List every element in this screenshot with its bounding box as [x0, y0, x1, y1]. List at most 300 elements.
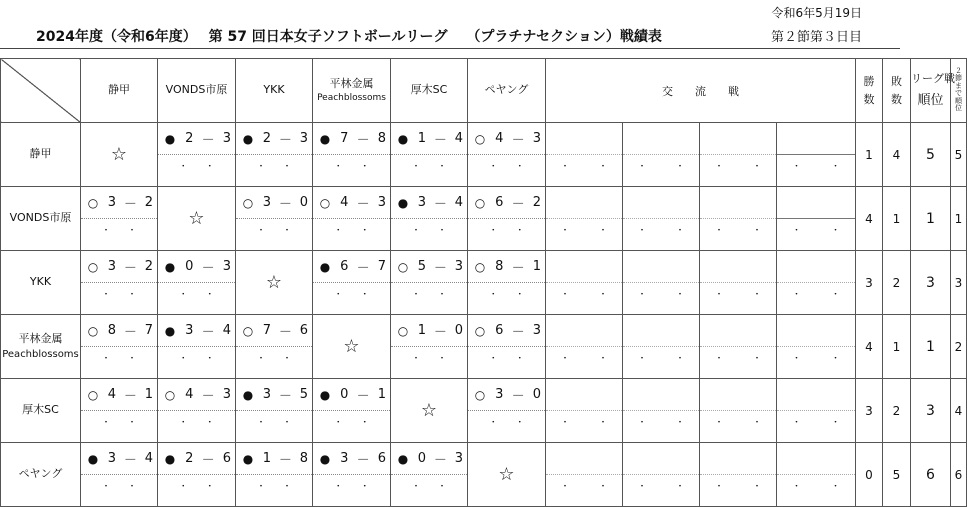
placeholder-dots: ・ ・: [178, 162, 215, 172]
score-dash: －: [511, 261, 525, 276]
score-against: 3: [532, 131, 541, 146]
table-row: [1, 187, 967, 251]
score-against: 6: [222, 451, 231, 466]
score-dash: －: [278, 325, 292, 340]
score-for: 1: [417, 131, 427, 146]
score-cell: [236, 443, 313, 507]
score-cell: [313, 379, 391, 443]
cell-divider: [777, 474, 855, 475]
score-for: 3: [262, 387, 272, 402]
score-dash: －: [356, 133, 370, 148]
score-cell: [391, 443, 468, 507]
wins-count: 4: [856, 315, 883, 379]
score-dash: －: [278, 133, 292, 148]
cell-divider: [700, 410, 776, 411]
placeholder-dots: ・ ・: [411, 354, 447, 364]
cell-divider: [546, 410, 622, 411]
placeholder-dots: ・ ・: [637, 162, 685, 172]
cell-divider: [391, 154, 467, 155]
score-cell: [236, 123, 313, 187]
col-team-header: 静甲: [81, 59, 158, 123]
interleague-cell: [777, 379, 856, 443]
score-cell: [158, 379, 236, 443]
header-row: [1, 59, 967, 123]
placeholder-dots: ・ ・: [488, 418, 525, 428]
title-divider: [0, 48, 900, 49]
loss-mark-icon: ●: [164, 131, 176, 146]
interleague-cell: [700, 251, 777, 315]
wins-header: 勝 数: [856, 59, 883, 123]
interleague-cell: [623, 443, 700, 507]
self-match-cell: [81, 123, 158, 187]
placeholder-dots: ・ ・: [411, 226, 447, 236]
placeholder-dots: ・ ・: [256, 162, 292, 172]
score-cell: [236, 187, 313, 251]
score-for: 4: [340, 195, 349, 210]
interleague-cell: [777, 443, 856, 507]
score-for: 3: [185, 323, 194, 338]
cell-divider: [391, 218, 467, 219]
losses-count: 4: [883, 123, 911, 187]
score-for: 6: [495, 323, 504, 338]
placeholder-dots: ・ ・: [333, 418, 370, 428]
loss-mark-icon: ●: [319, 451, 331, 466]
score-cell: [81, 443, 158, 507]
score-cell: [81, 315, 158, 379]
score-cell: [468, 379, 546, 443]
cell-divider: [158, 154, 235, 155]
score-against: 7: [144, 323, 153, 338]
loss-mark-icon: ●: [87, 451, 99, 466]
score-against: 1: [377, 387, 386, 402]
placeholder-dots: ・ ・: [178, 290, 215, 300]
cell-divider: [700, 346, 776, 347]
placeholder-dots: ・ ・: [714, 162, 762, 172]
placeholder-dots: ・ ・: [637, 290, 685, 300]
win-mark-icon: ○: [397, 259, 409, 274]
score-against: 4: [454, 195, 463, 210]
placeholder-dots: ・ ・: [333, 226, 370, 236]
cell-divider: [623, 218, 699, 219]
prev-rank: 2: [951, 315, 967, 379]
score-cell: [158, 123, 236, 187]
cell-divider: [236, 474, 312, 475]
score-against: 3: [222, 131, 231, 146]
score-dash: －: [123, 453, 137, 468]
score-for: 7: [340, 131, 349, 146]
cell-divider: [700, 154, 776, 155]
placeholder-dots: ・ ・: [488, 290, 525, 300]
placeholder-dots: ・ ・: [791, 226, 840, 236]
col-team-header: ペヤング: [468, 59, 546, 123]
cell-divider: [468, 410, 545, 411]
interleague-cell: [700, 379, 777, 443]
placeholder-dots: ・ ・: [256, 226, 292, 236]
cell-divider: [236, 154, 312, 155]
score-cell: [158, 315, 236, 379]
cell-divider: [158, 410, 235, 411]
wins-count: 4: [856, 187, 883, 251]
cell-divider: [313, 218, 390, 219]
score-for: 0: [340, 387, 349, 402]
score-dash: －: [433, 261, 447, 276]
prev-rank-header: ２節まで順位: [951, 59, 967, 123]
losses-header: 敗 数: [883, 59, 911, 123]
interleague-header: 交流戦: [546, 59, 856, 123]
interleague-cell: [546, 443, 623, 507]
placeholder-dots: ・ ・: [101, 290, 137, 300]
star-icon: ☆: [110, 144, 128, 165]
score-dash: －: [123, 261, 137, 276]
cell-divider: [468, 218, 545, 219]
score-against: 3: [454, 259, 463, 274]
loss-mark-icon: ●: [397, 131, 409, 146]
placeholder-dots: ・ ・: [178, 418, 215, 428]
interleague-cell: [546, 379, 623, 443]
score-dash: －: [123, 325, 137, 340]
score-against: 3: [299, 131, 308, 146]
score-against: 4: [144, 451, 153, 466]
score-cell: [313, 187, 391, 251]
interleague-cell: [700, 315, 777, 379]
win-mark-icon: ○: [242, 323, 254, 338]
loss-mark-icon: ●: [319, 387, 331, 402]
score-for: 1: [417, 323, 427, 338]
star-icon: ☆: [265, 272, 283, 293]
cell-divider: [700, 218, 776, 219]
score-for: 2: [262, 131, 272, 146]
score-for: 4: [107, 387, 117, 402]
self-match-cell: [236, 251, 313, 315]
wins-count: 1: [856, 123, 883, 187]
cell-divider: [81, 474, 157, 475]
win-mark-icon: ○: [164, 387, 176, 402]
row-team-label: 厚木SC: [1, 379, 81, 443]
loss-mark-icon: ●: [164, 451, 176, 466]
cell-divider: [777, 218, 855, 219]
cell-divider: [236, 410, 312, 411]
cell-divider: [468, 346, 545, 347]
placeholder-dots: ・ ・: [791, 162, 840, 172]
col-team-header: 厚木SC: [391, 59, 468, 123]
score-cell: [158, 251, 236, 315]
table-row: [1, 315, 967, 379]
cell-divider: [623, 282, 699, 283]
placeholder-dots: ・ ・: [637, 418, 685, 428]
cell-divider: [777, 410, 855, 411]
cell-divider: [468, 154, 545, 155]
placeholder-dots: ・ ・: [178, 482, 215, 492]
win-mark-icon: ○: [474, 387, 486, 402]
score-for: 3: [107, 451, 117, 466]
cell-divider: [777, 154, 855, 155]
score-cell: [81, 187, 158, 251]
loss-mark-icon: ●: [319, 259, 331, 274]
placeholder-dots: ・ ・: [101, 418, 137, 428]
league-rank: 1: [911, 315, 951, 379]
score-for: 5: [417, 259, 427, 274]
win-mark-icon: ○: [474, 259, 486, 274]
score-dash: －: [511, 389, 525, 404]
cell-divider: [391, 346, 467, 347]
cell-divider: [546, 346, 622, 347]
prev-rank: 1: [951, 187, 967, 251]
league-rank: 3: [911, 251, 951, 315]
placeholder-dots: ・ ・: [560, 290, 608, 300]
score-against: 2: [532, 195, 541, 210]
cell-divider: [777, 346, 855, 347]
placeholder-dots: ・ ・: [411, 482, 447, 492]
score-dash: －: [278, 389, 292, 404]
score-for: 3: [340, 451, 349, 466]
win-mark-icon: ○: [474, 131, 486, 146]
score-cell: [81, 251, 158, 315]
prev-rank: 5: [951, 123, 967, 187]
win-mark-icon: ○: [397, 323, 409, 338]
loss-mark-icon: ●: [397, 451, 409, 466]
placeholder-dots: ・ ・: [791, 482, 840, 492]
score-cell: [391, 251, 468, 315]
star-icon: ☆: [343, 336, 360, 357]
cell-divider: [777, 282, 855, 283]
score-against: 0: [532, 387, 541, 402]
placeholder-dots: ・ ・: [256, 354, 292, 364]
score-for: 3: [262, 195, 272, 210]
cell-divider: [313, 410, 390, 411]
placeholder-dots: ・ ・: [714, 290, 762, 300]
round-label: 第２節第３日目: [770, 30, 862, 45]
score-for: 0: [417, 451, 427, 466]
score-dash: －: [433, 133, 447, 148]
placeholder-dots: ・ ・: [637, 226, 685, 236]
score-against: 4: [222, 323, 231, 338]
loss-mark-icon: ●: [164, 259, 176, 274]
placeholder-dots: ・ ・: [411, 162, 447, 172]
placeholder-dots: ・ ・: [333, 162, 370, 172]
score-against: 0: [299, 195, 308, 210]
placeholder-dots: ・ ・: [411, 290, 447, 300]
league-rank: 1: [911, 187, 951, 251]
placeholder-dots: ・ ・: [791, 418, 840, 428]
cell-divider: [81, 410, 157, 411]
cell-divider: [236, 218, 312, 219]
score-against: 3: [222, 259, 231, 274]
prev-rank: 6: [951, 443, 967, 507]
league-rank: 3: [911, 379, 951, 443]
placeholder-dots: ・ ・: [101, 354, 137, 364]
placeholder-dots: ・ ・: [714, 418, 762, 428]
win-mark-icon: ○: [87, 259, 99, 274]
row-team-label: YKK: [1, 251, 81, 315]
cell-divider: [623, 346, 699, 347]
losses-count: 2: [883, 251, 911, 315]
placeholder-dots: ・ ・: [637, 354, 685, 364]
col-team-header: YKK: [236, 59, 313, 123]
win-mark-icon: ○: [87, 387, 99, 402]
placeholder-dots: ・ ・: [488, 226, 525, 236]
score-against: 3: [454, 451, 463, 466]
score-against: 1: [144, 387, 153, 402]
win-mark-icon: ○: [242, 195, 254, 210]
win-mark-icon: ○: [474, 195, 486, 210]
interleague-cell: [777, 251, 856, 315]
win-mark-icon: ○: [319, 195, 331, 210]
score-cell: [236, 315, 313, 379]
score-against: 5: [299, 387, 308, 402]
score-for: 0: [185, 259, 194, 274]
score-dash: －: [201, 389, 215, 404]
cell-divider: [623, 474, 699, 475]
cell-divider: [158, 346, 235, 347]
standings-table: [0, 58, 967, 507]
score-for: 7: [262, 323, 272, 338]
score-for: 4: [495, 131, 504, 146]
win-mark-icon: ○: [474, 323, 486, 338]
score-for: 6: [495, 195, 504, 210]
cell-divider: [81, 218, 157, 219]
interleague-cell: [546, 187, 623, 251]
interleague-cell: [700, 187, 777, 251]
placeholder-dots: ・ ・: [256, 482, 292, 492]
star-icon: ☆: [498, 464, 515, 485]
score-dash: －: [201, 133, 215, 148]
placeholder-dots: ・ ・: [714, 226, 762, 236]
score-against: 7: [377, 259, 386, 274]
cell-divider: [158, 282, 235, 283]
score-dash: －: [123, 389, 137, 404]
placeholder-dots: ・ ・: [333, 482, 370, 492]
score-against: 8: [299, 451, 308, 466]
score-for: 8: [495, 259, 504, 274]
loss-mark-icon: ●: [319, 131, 331, 146]
placeholder-dots: ・ ・: [560, 226, 608, 236]
losses-count: 5: [883, 443, 911, 507]
placeholder-dots: ・ ・: [791, 354, 840, 364]
cell-divider: [546, 218, 622, 219]
document-title: 2024年度（令和6年度） 第 57 回日本女子ソフトボールリーグ （プラチナセクション）戦績表: [36, 29, 662, 45]
col-team-header: 平林金属 Peachblossoms: [313, 59, 391, 123]
score-dash: －: [278, 453, 292, 468]
score-against: 3: [377, 195, 386, 210]
cell-divider: [546, 282, 622, 283]
interleague-cell: [623, 123, 700, 187]
cell-divider: [546, 474, 622, 475]
score-dash: －: [433, 197, 447, 212]
self-match-cell: [158, 187, 236, 251]
score-cell: [313, 123, 391, 187]
score-dash: －: [201, 453, 215, 468]
cell-divider: [700, 282, 776, 283]
losses-count: 2: [883, 379, 911, 443]
table-row: [1, 443, 967, 507]
interleague-cell: [777, 187, 856, 251]
score-against: 2: [144, 259, 153, 274]
wins-count: 3: [856, 379, 883, 443]
loss-mark-icon: ●: [397, 195, 409, 210]
placeholder-dots: ・ ・: [333, 290, 370, 300]
prev-rank: 4: [951, 379, 967, 443]
cell-divider: [700, 474, 776, 475]
score-cell: [313, 251, 391, 315]
score-dash: －: [433, 325, 447, 340]
document-date: 令和6年5月19日: [771, 6, 862, 20]
score-cell: [468, 187, 546, 251]
league-rank: 6: [911, 443, 951, 507]
score-against: 6: [299, 323, 308, 338]
placeholder-dots: ・ ・: [101, 482, 137, 492]
score-dash: －: [278, 197, 292, 212]
interleague-cell: [623, 251, 700, 315]
score-dash: －: [511, 325, 525, 340]
interleague-cell: [623, 379, 700, 443]
score-for: 3: [495, 387, 504, 402]
losses-count: 1: [883, 187, 911, 251]
cell-divider: [546, 154, 622, 155]
placeholder-dots: ・ ・: [101, 226, 137, 236]
score-dash: －: [356, 389, 370, 404]
prev-rank: 3: [951, 251, 967, 315]
cell-divider: [391, 282, 467, 283]
placeholder-dots: ・ ・: [256, 418, 292, 428]
placeholder-dots: ・ ・: [488, 354, 525, 364]
score-for: 3: [107, 195, 117, 210]
win-mark-icon: ○: [87, 323, 99, 338]
win-mark-icon: ○: [87, 195, 99, 210]
star-icon: ☆: [188, 208, 205, 229]
score-cell: [158, 443, 236, 507]
placeholder-dots: ・ ・: [560, 482, 608, 492]
score-against: 1: [532, 259, 541, 274]
table-row: [1, 123, 967, 187]
score-dash: －: [511, 133, 525, 148]
score-cell: [313, 443, 391, 507]
interleague-cell: [623, 315, 700, 379]
placeholder-dots: ・ ・: [560, 354, 608, 364]
score-for: 3: [417, 195, 427, 210]
placeholder-dots: ・ ・: [560, 418, 608, 428]
losses-count: 1: [883, 315, 911, 379]
score-for: 1: [262, 451, 272, 466]
placeholder-dots: ・ ・: [178, 354, 215, 364]
interleague-cell: [700, 123, 777, 187]
score-cell: [468, 315, 546, 379]
score-dash: －: [511, 197, 525, 212]
league-rank: 5: [911, 123, 951, 187]
loss-mark-icon: ●: [242, 131, 254, 146]
placeholder-dots: ・ ・: [560, 162, 608, 172]
interleague-cell: [546, 315, 623, 379]
star-icon: ☆: [420, 400, 438, 421]
table-row: [1, 379, 967, 443]
row-team-label: 平林金属 Peachblossoms: [1, 315, 81, 379]
interleague-cell: [623, 187, 700, 251]
score-against: 2: [144, 195, 153, 210]
self-match-cell: [313, 315, 391, 379]
score-dash: －: [356, 453, 370, 468]
placeholder-dots: ・ ・: [714, 354, 762, 364]
cell-divider: [313, 154, 390, 155]
interleague-cell: [777, 315, 856, 379]
cell-divider: [81, 282, 157, 283]
table-row: [1, 251, 967, 315]
league-rank-header: リーグ戦 順位: [911, 59, 951, 123]
wins-count: 0: [856, 443, 883, 507]
row-team-label: VONDS市原: [1, 187, 81, 251]
score-dash: －: [123, 197, 137, 212]
loss-mark-icon: ●: [242, 387, 254, 402]
score-cell: [468, 251, 546, 315]
wins-count: 3: [856, 251, 883, 315]
